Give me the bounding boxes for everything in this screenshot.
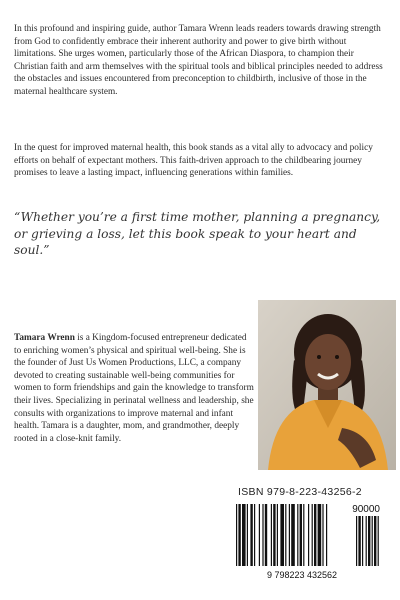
- author-bio-text: is a Kingdom-focused entrepreneur dedicated to enriching women’s physical and spiritual well-being. She is the founder of Just Us Women Productions, LLC, a company devoted to creating sustainable well-being communities for women to form friendships and gain the knowledge to transform their lives. Specializing in perinatal wellness and leadership, she consults with organizations to improve maternal and infant health. Tamara is a daughter, mom, and grandmother, deeply rooted in a close-knit family.: [14, 333, 254, 444]
- second-paragraph: In the quest for improved maternal health, this book stands as a vital ally to advocacy and policy efforts on behalf of expectant mothers. This faith-driven approach to the childbearing journey promises to leave a lasting impact, influencing generations within families.: [14, 143, 373, 179]
- barcode-number: 9 798223 432562: [266, 570, 338, 580]
- isbn-label: ISBN 979-8-223-43256-2: [238, 486, 362, 498]
- author-name: Tamara Wrenn: [14, 333, 75, 343]
- pull-quote: “Whether you’re a first time mother, planning a pregnancy, or grieving a loss, let this book speak to your heart and soul.”: [14, 210, 381, 257]
- author-photo: [258, 300, 396, 470]
- price-code: 90000: [352, 504, 380, 515]
- author-bio: [14, 332, 256, 445]
- barcode-icon: [232, 500, 392, 582]
- author-portrait-icon: [258, 300, 396, 470]
- barcode: [232, 500, 392, 582]
- intro-paragraph: In this profound and inspiring guide, author Tamara Wrenn leads readers towards drawing strength from God to confidently embrace their inherent authority and power to give birth without limitations. She urges women, particularly those of the African Diaspora, to champion their Christian faith and arm themselves with the spiritual tools and biblical principles needed to address the obstacles and issues encountered from preconception to childbirth, inclusive of those in the maternal healthcare system.: [14, 24, 383, 97]
